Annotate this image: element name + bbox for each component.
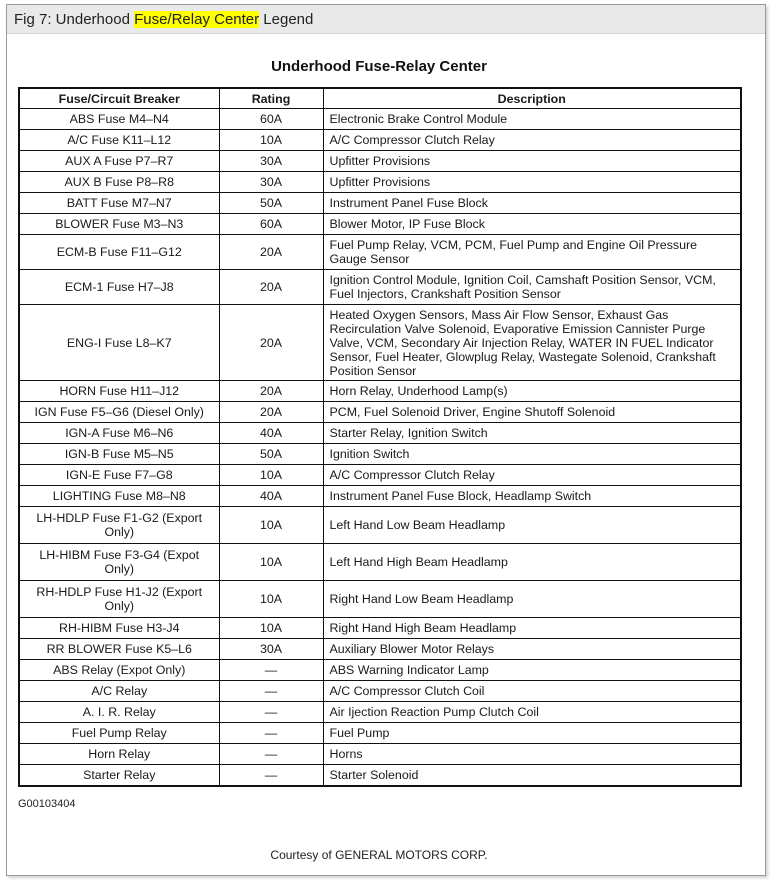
fuse-cell: LH-HIBM Fuse F3-G4 (Expot Only): [19, 544, 219, 581]
table-row: [19, 618, 741, 639]
image-code: G00103404: [18, 798, 76, 810]
column-header-fuse: Fuse/Circuit Breaker: [19, 88, 219, 109]
fuse-cell: Horn Relay: [19, 744, 219, 765]
figure-title: [14, 11, 313, 28]
fuse-cell: IGN-A Fuse M6–N6: [19, 423, 219, 444]
fuse-cell: RH-HDLP Fuse H1-J2 (Export Only): [19, 581, 219, 618]
rating-cell: 10A: [219, 465, 323, 486]
fuse-cell: A/C Fuse K11–L12: [19, 130, 219, 151]
table-row: [19, 172, 741, 193]
rating-cell: —: [219, 744, 323, 765]
table-row: [19, 765, 741, 786]
fuse-cell: RH-HIBM Fuse H3-J4: [19, 618, 219, 639]
rating-cell: 10A: [219, 544, 323, 581]
fuse-cell: ABS Relay (Expot Only): [19, 660, 219, 681]
description-cell: Upfitter Provisions: [323, 151, 741, 172]
description-cell: Upfitter Provisions: [323, 172, 741, 193]
figure-title-suffix: Legend: [259, 11, 314, 28]
rating-cell: 60A: [219, 109, 323, 130]
description-cell: Blower Motor, IP Fuse Block: [323, 214, 741, 235]
rating-cell: 60A: [219, 214, 323, 235]
fuse-cell: IGN Fuse F5–G6 (Diesel Only): [19, 402, 219, 423]
rating-cell: 20A: [219, 235, 323, 270]
description-cell: Fuel Pump: [323, 723, 741, 744]
rating-cell: —: [219, 702, 323, 723]
description-cell: Horn Relay, Underhood Lamp(s): [323, 381, 741, 402]
fuse-cell: ABS Fuse M4–N4: [19, 109, 219, 130]
rating-cell: 40A: [219, 486, 323, 507]
description-cell: Horns: [323, 744, 741, 765]
fuse-cell: AUX A Fuse P7–R7: [19, 151, 219, 172]
table-row: [19, 270, 741, 305]
table-header-row: [19, 88, 741, 109]
table-row: [19, 581, 741, 618]
description-cell: Instrument Panel Fuse Block: [323, 193, 741, 214]
table-row: [19, 151, 741, 172]
figure-header: [7, 5, 765, 34]
description-cell: Heated Oxygen Sensors, Mass Air Flow Sensor, Exhaust Gas Recirculation Valve Solenoid, Evaporative Emission Cannister Purge Valve, VCM, Secondary Air Injection Relay, WATER IN FUEL Indicator Sensor, Fuel Heater, Glowplug Relay, Wastegate Solenoid, Crankshaft Position Sensor: [323, 305, 741, 381]
description-cell: Instrument Panel Fuse Block, Headlamp Switch: [323, 486, 741, 507]
description-cell: Starter Relay, Ignition Switch: [323, 423, 741, 444]
fuse-cell: RR BLOWER Fuse K5–L6: [19, 639, 219, 660]
rating-cell: 30A: [219, 639, 323, 660]
column-header-description: Description: [323, 88, 741, 109]
description-cell: PCM, Fuel Solenoid Driver, Engine Shutoff Solenoid: [323, 402, 741, 423]
fuse-cell: Starter Relay: [19, 765, 219, 786]
description-cell: Starter Solenoid: [323, 765, 741, 786]
fuse-cell: A. I. R. Relay: [19, 702, 219, 723]
table-row: [19, 639, 741, 660]
table-row: [19, 109, 741, 130]
fuse-cell: HORN Fuse H11–J12: [19, 381, 219, 402]
rating-cell: 20A: [219, 305, 323, 381]
fuse-cell: BLOWER Fuse M3–N3: [19, 214, 219, 235]
rating-cell: 20A: [219, 402, 323, 423]
description-cell: Left Hand Low Beam Headlamp: [323, 507, 741, 544]
rating-cell: —: [219, 723, 323, 744]
fuse-legend-table: [18, 87, 742, 787]
fuse-cell: ECM-1 Fuse H7–J8: [19, 270, 219, 305]
table-row: [19, 660, 741, 681]
description-cell: Right Hand Low Beam Headlamp: [323, 581, 741, 618]
table-row: [19, 423, 741, 444]
table-row: [19, 465, 741, 486]
column-header-rating: Rating: [219, 88, 323, 109]
table-row: [19, 402, 741, 423]
description-cell: Air Ijection Reaction Pump Clutch Coil: [323, 702, 741, 723]
figure-title-prefix: Fig 7: Underhood: [14, 11, 135, 28]
fuse-cell: ENG-I Fuse L8–K7: [19, 305, 219, 381]
table-row: [19, 193, 741, 214]
rating-cell: —: [219, 765, 323, 786]
rating-cell: 30A: [219, 151, 323, 172]
fuse-cell: LIGHTING Fuse M8–N8: [19, 486, 219, 507]
table-row: [19, 544, 741, 581]
table-row: [19, 235, 741, 270]
table-row: [19, 486, 741, 507]
figure-title-highlight: Fuse/Relay Center: [134, 11, 260, 28]
description-cell: Ignition Switch: [323, 444, 741, 465]
table-row: [19, 744, 741, 765]
rating-cell: 10A: [219, 581, 323, 618]
table-row: [19, 444, 741, 465]
description-cell: A/C Compressor Clutch Coil: [323, 681, 741, 702]
rating-cell: 10A: [219, 618, 323, 639]
table-row: [19, 507, 741, 544]
table-row: [19, 381, 741, 402]
description-cell: Right Hand High Beam Headlamp: [323, 618, 741, 639]
fuse-cell: AUX B Fuse P8–R8: [19, 172, 219, 193]
fuse-cell: BATT Fuse M7–N7: [19, 193, 219, 214]
rating-cell: 10A: [219, 130, 323, 151]
table-row: [19, 681, 741, 702]
description-cell: Auxiliary Blower Motor Relays: [323, 639, 741, 660]
description-cell: ABS Warning Indicator Lamp: [323, 660, 741, 681]
description-cell: A/C Compressor Clutch Relay: [323, 130, 741, 151]
table-row: [19, 305, 741, 381]
rating-cell: 50A: [219, 193, 323, 214]
rating-cell: 10A: [219, 507, 323, 544]
rating-cell: 50A: [219, 444, 323, 465]
rating-cell: —: [219, 660, 323, 681]
description-cell: Left Hand High Beam Headlamp: [323, 544, 741, 581]
fuse-cell: IGN-B Fuse M5–N5: [19, 444, 219, 465]
table-row: [19, 702, 741, 723]
fuse-cell: LH-HDLP Fuse F1-G2 (Export Only): [19, 507, 219, 544]
description-cell: Electronic Brake Control Module: [323, 109, 741, 130]
fuse-cell: Fuel Pump Relay: [19, 723, 219, 744]
table-row: [19, 214, 741, 235]
rating-cell: 30A: [219, 172, 323, 193]
description-cell: A/C Compressor Clutch Relay: [323, 465, 741, 486]
rating-cell: 20A: [219, 270, 323, 305]
table-title: Underhood Fuse-Relay Center: [271, 58, 487, 75]
rating-cell: 40A: [219, 423, 323, 444]
table-row: [19, 130, 741, 151]
description-cell: Fuel Pump Relay, VCM, PCM, Fuel Pump and Engine Oil Pressure Gauge Sensor: [323, 235, 741, 270]
fuse-cell: IGN-E Fuse F7–G8: [19, 465, 219, 486]
rating-cell: —: [219, 681, 323, 702]
description-cell: Ignition Control Module, Ignition Coil, Camshaft Position Sensor, VCM, Fuel Injectors, Crankshaft Position Sensor: [323, 270, 741, 305]
table-row: [19, 723, 741, 744]
fuse-cell: ECM-B Fuse F11–G12: [19, 235, 219, 270]
rating-cell: 20A: [219, 381, 323, 402]
fuse-cell: A/C Relay: [19, 681, 219, 702]
courtesy-credit: Courtesy of GENERAL MOTORS CORP.: [270, 848, 488, 862]
